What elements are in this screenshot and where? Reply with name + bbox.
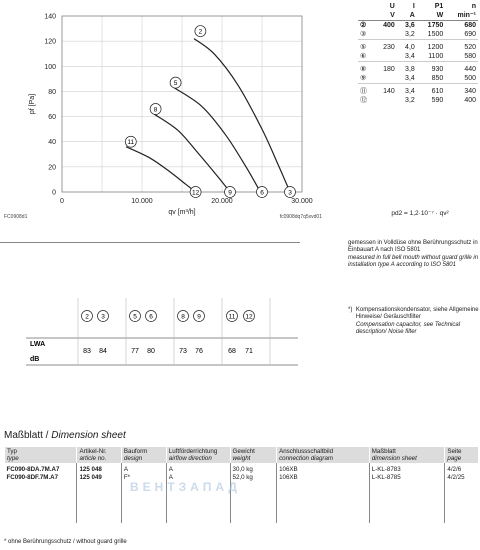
spec-cell-n: 500 bbox=[464, 75, 476, 82]
sound-svg bbox=[0, 243, 300, 388]
y-tick-label: 140 bbox=[44, 13, 56, 21]
spec-header-i: I bbox=[412, 3, 415, 10]
y-tick-label: 0 bbox=[52, 189, 56, 197]
spec-cell-p: 610 bbox=[431, 88, 444, 95]
chart-source-left: FC0908d1 bbox=[4, 214, 28, 220]
spec-cell-n: 520 bbox=[464, 44, 476, 51]
chart-curves bbox=[126, 39, 290, 192]
spec-cell-id: ② bbox=[360, 22, 367, 29]
dim-header-de: Maßblatt bbox=[371, 448, 396, 455]
curve-label-text: 6 bbox=[260, 189, 264, 197]
spec-body bbox=[358, 21, 478, 106]
dimension-sheet-title bbox=[4, 430, 126, 441]
spec-cell-id: ⑧ bbox=[360, 66, 367, 73]
spec-cell-p: 1200 bbox=[427, 44, 444, 51]
dimension-table bbox=[4, 447, 478, 523]
dim-cell: FC090-8DA.7M.A7 bbox=[6, 466, 60, 473]
dim-row bbox=[5, 463, 479, 474]
formula-text: pd2 = 1,2·10⁻⁷ · qv² bbox=[391, 210, 449, 217]
spec-cell-i: 3,2 bbox=[405, 31, 415, 38]
dim-cell: A bbox=[121, 463, 166, 474]
spec-header-row bbox=[358, 2, 478, 11]
spec-cell-i: 3,4 bbox=[405, 88, 415, 95]
dimension-title-de: Maßblatt / bbox=[4, 430, 52, 441]
curve-label-text: 9 bbox=[228, 189, 232, 197]
curve-label-text: 8 bbox=[153, 106, 158, 114]
dim-header-en: connection diagram bbox=[279, 455, 334, 462]
sound-col-label: 12 bbox=[245, 313, 253, 321]
x-tick-label: 0 bbox=[60, 198, 64, 205]
dim-cell: 4/2/25 bbox=[445, 474, 478, 482]
note-capacitor-body bbox=[356, 307, 480, 337]
spec-cell-i: 3,4 bbox=[405, 75, 415, 82]
sound-label-db: dB bbox=[30, 356, 40, 363]
dim-header-en: page bbox=[447, 455, 462, 462]
spec-cell-u bbox=[374, 52, 397, 62]
note-capacitor-en: Compensation capacitor, see Technical description/ Noise filter bbox=[355, 321, 461, 336]
dim-header-de: Gewicht bbox=[232, 448, 255, 455]
spec-cell-i: 3,6 bbox=[405, 22, 415, 29]
spec-row bbox=[358, 21, 478, 31]
dim-header-cell bbox=[166, 447, 230, 463]
chart-xlabel: qv [m³/h] bbox=[168, 209, 196, 216]
spec-cell-u: 230 bbox=[383, 44, 395, 51]
curve-2 bbox=[194, 39, 290, 192]
spec-unit-u: V bbox=[374, 11, 397, 21]
y-tick-label: 80 bbox=[48, 88, 56, 96]
sound-label-lwa: LWA bbox=[30, 341, 46, 348]
spec-unit-row bbox=[358, 11, 478, 21]
spec-cell-i: 3,4 bbox=[405, 53, 415, 60]
sound-value: 83 bbox=[83, 348, 91, 355]
spec-cell-n: 580 bbox=[464, 53, 476, 60]
dim-header-de: Typ bbox=[7, 448, 17, 455]
dim-cell: 30,0 kg bbox=[230, 463, 277, 474]
spec-cell-id: ⑥ bbox=[360, 53, 367, 60]
curve-label-text: 3 bbox=[288, 189, 292, 197]
sound-col-label: 2 bbox=[85, 313, 89, 321]
spec-cell-i: 4,0 bbox=[405, 44, 415, 51]
spec-cell-n: 400 bbox=[464, 97, 476, 104]
dim-header-cell bbox=[5, 447, 77, 463]
dim-header-de: Artikel-Nr. bbox=[79, 448, 107, 455]
spec-cell-n: 440 bbox=[464, 66, 476, 73]
spec-row bbox=[358, 52, 478, 62]
dim-header-cell bbox=[445, 447, 478, 463]
sound-value: 68 bbox=[228, 348, 236, 355]
chart-curve-labels bbox=[125, 26, 295, 198]
spec-row bbox=[358, 96, 478, 105]
sound-value: 76 bbox=[195, 348, 203, 355]
spec-cell-p: 1750 bbox=[427, 22, 444, 29]
dim-header-en: weight bbox=[232, 455, 251, 462]
note-capacitor-de: Kompensationskondensator, siehe Allgemeine Hinweise/ Geräuschfilter bbox=[355, 307, 479, 321]
spec-cell-n: 340 bbox=[464, 88, 476, 95]
spec-cell-id: ③ bbox=[360, 31, 367, 38]
dim-header-cell bbox=[277, 447, 370, 463]
spec-cell-u bbox=[374, 74, 397, 84]
dim-cell: 125 048 bbox=[77, 463, 121, 474]
sound-col-label: 11 bbox=[228, 313, 236, 321]
chart-ylabel: pf [Pa] bbox=[29, 93, 36, 115]
dimension-header-row bbox=[5, 447, 479, 463]
spec-row bbox=[358, 30, 478, 40]
dim-spacer-cell bbox=[5, 481, 77, 523]
dim-header-cell bbox=[230, 447, 277, 463]
dim-cell: 106XB bbox=[277, 463, 370, 474]
chart-axes bbox=[44, 14, 312, 206]
sound-col-label: 5 bbox=[133, 313, 137, 321]
dim-header-en: type bbox=[7, 455, 19, 462]
spec-cell-i: 3,2 bbox=[405, 97, 415, 104]
dim-header-de: Seite bbox=[447, 448, 462, 455]
dim-header-cell bbox=[369, 447, 445, 463]
spec-cell-p: 850 bbox=[431, 75, 444, 82]
curve-label-text: 2 bbox=[198, 28, 203, 36]
spec-cell-id: ⑫ bbox=[360, 97, 367, 104]
dim-cell: FC090-8DF.7M.A7 bbox=[6, 473, 59, 481]
spec-cell-p: 930 bbox=[431, 66, 444, 73]
x-tick-label: 20.000 bbox=[211, 198, 233, 205]
sound-grid bbox=[26, 298, 298, 365]
spec-cell-p: 1100 bbox=[428, 53, 444, 60]
spec-cell-p: 590 bbox=[431, 97, 444, 104]
spec-cell-u: 180 bbox=[383, 66, 395, 73]
spec-cell-i: 3,8 bbox=[405, 66, 415, 73]
chart-svg bbox=[0, 0, 328, 222]
dim-cell: L-KL-8785 bbox=[369, 474, 445, 482]
dim-cell: F* bbox=[121, 474, 166, 482]
dimension-body bbox=[5, 463, 479, 523]
electrical-spec-table bbox=[358, 2, 480, 105]
note-capacitor-row bbox=[348, 307, 480, 337]
dim-cell: 4/2/6 bbox=[445, 463, 478, 474]
curve-label-text: 12 bbox=[191, 189, 200, 197]
spec-cell-n: 690 bbox=[464, 31, 476, 38]
y-tick-label: 60 bbox=[48, 114, 56, 122]
dim-row bbox=[5, 474, 479, 482]
dim-spacer-cell bbox=[77, 481, 121, 523]
spec-cell-u bbox=[374, 30, 397, 40]
dim-header-en: article no. bbox=[79, 455, 107, 462]
curve-label-text: 11 bbox=[127, 139, 135, 147]
dim-cell: 125 049 bbox=[77, 474, 121, 482]
sound-col-label: 8 bbox=[181, 313, 185, 321]
y-tick-label: 100 bbox=[44, 63, 56, 71]
spec-unit-n: min⁻¹ bbox=[445, 11, 478, 21]
spec-cell-u: 400 bbox=[383, 22, 395, 29]
sound-value: 84 bbox=[99, 348, 107, 355]
sound-value: 73 bbox=[179, 348, 187, 355]
spec-cell-id: ⑨ bbox=[360, 75, 367, 82]
dim-cell: L-KL-8783 bbox=[369, 463, 445, 474]
y-tick-label: 20 bbox=[48, 164, 56, 172]
dim-header-de: Bauform bbox=[123, 448, 148, 455]
dim-header-de: Luftförderrichtung bbox=[168, 448, 218, 455]
dim-header-en: design bbox=[123, 455, 143, 462]
spec-unit-p: W bbox=[417, 11, 445, 21]
spec-header-id bbox=[358, 2, 374, 11]
spec-header-n: n bbox=[471, 3, 476, 10]
spec-cell-p: 1500 bbox=[427, 31, 444, 38]
note-measurement bbox=[348, 240, 480, 270]
curve-11 bbox=[126, 147, 196, 192]
spec-unit-i: A bbox=[397, 11, 417, 21]
x-tick-label: 10.000 bbox=[131, 198, 153, 205]
spec-row bbox=[358, 43, 478, 52]
dim-cell: A bbox=[166, 474, 230, 482]
dim-header-en: airflow direction bbox=[168, 455, 212, 462]
sound-col-label: 9 bbox=[197, 313, 201, 321]
chart-source-right: fc0908dq7q5xvd01 bbox=[279, 214, 322, 220]
sound-value: 77 bbox=[131, 348, 139, 355]
dim-spacer-row bbox=[5, 481, 479, 523]
dim-spacer-cell bbox=[277, 481, 370, 523]
note-capacitor bbox=[348, 307, 480, 337]
spec-unit-id bbox=[358, 11, 374, 21]
sound-col-label: 6 bbox=[149, 313, 153, 321]
spec-header-p: P1 bbox=[434, 3, 444, 10]
dim-header-de: Anschlussschaltbild bbox=[279, 448, 334, 455]
spec-cell-u: 140 bbox=[383, 88, 395, 95]
dim-cell: 106XB bbox=[277, 474, 370, 482]
dim-spacer-cell bbox=[369, 481, 445, 523]
y-tick-label: 40 bbox=[48, 139, 56, 147]
footnote: * ohne Berührungsschutz / without guard grille bbox=[4, 539, 127, 545]
note-measurement-de: gemessen in Volldüse ohne Berührungsschutz in Einbauart A nach ISO 5801 bbox=[348, 240, 478, 254]
dim-header-cell bbox=[77, 447, 121, 463]
sound-value: 80 bbox=[147, 348, 155, 355]
note-measurement-en: measured in full bell mouth without guard grille in installation type A according to ISO 5801 bbox=[348, 254, 479, 269]
watermark: ВЕНТЗАПАД bbox=[130, 480, 241, 494]
dim-header-en: dimension sheet bbox=[371, 455, 417, 462]
performance-chart bbox=[0, 0, 328, 222]
note-capacitor-star: *) bbox=[348, 307, 353, 313]
spec-row bbox=[358, 87, 478, 96]
spec-cell-id: ⑪ bbox=[360, 88, 367, 95]
dim-cell: 52,0 kg bbox=[230, 474, 277, 482]
sound-value: 71 bbox=[245, 348, 253, 355]
curve-label-text: 5 bbox=[173, 80, 178, 88]
x-tick-label: 30.000 bbox=[291, 198, 313, 205]
spec-cell-n: 680 bbox=[464, 22, 476, 29]
spec-header-u: U bbox=[389, 3, 395, 10]
dim-spacer-cell bbox=[445, 481, 478, 523]
spec-row bbox=[358, 65, 478, 74]
sound-power-table bbox=[0, 242, 300, 388]
dim-cell: A bbox=[166, 463, 230, 474]
spec-cell-u bbox=[374, 96, 397, 105]
sound-col-label: 3 bbox=[101, 313, 105, 321]
dim-header-cell bbox=[121, 447, 166, 463]
dimension-title-en: Dimension sheet bbox=[51, 430, 126, 441]
chart-grid bbox=[62, 16, 302, 192]
spec-cell-id: ⑤ bbox=[360, 44, 367, 51]
y-tick-label: 120 bbox=[44, 38, 56, 46]
spec-row bbox=[358, 74, 478, 84]
